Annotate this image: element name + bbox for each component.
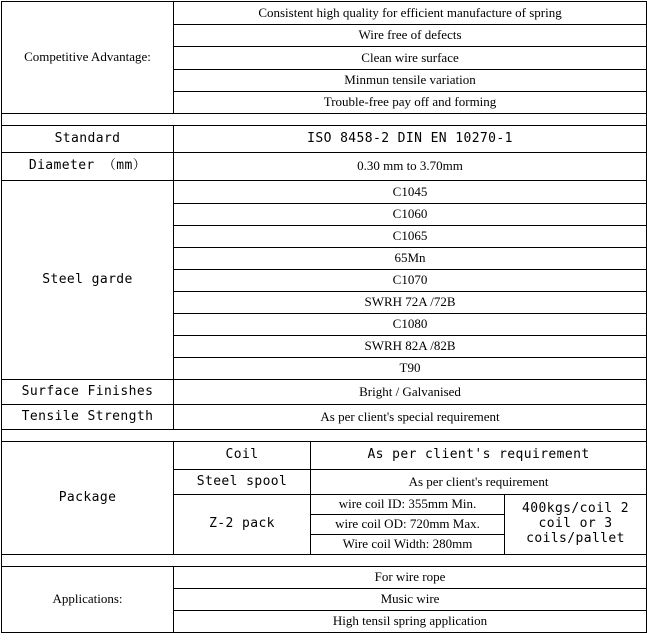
tensile-strength-value: As per client's special requirement [174, 405, 647, 430]
table-row [2, 442, 647, 470]
competitive-advantage-item: Clean wire surface [174, 47, 647, 70]
package-dimension-width: Wire coil Width: 280mm [311, 535, 505, 555]
tensile-strength-label: Tensile Strength [2, 405, 174, 430]
steel-grade-label: Steel garde [2, 181, 174, 380]
competitive-advantage-item: Wire free of defects [174, 25, 647, 47]
table-row [2, 126, 647, 153]
table-row [2, 181, 647, 204]
competitive-advantage-item: Consistent high quality for efficient manufacture of spring [174, 2, 647, 25]
spec-sheet-page [0, 1, 647, 640]
table-row [2, 153, 647, 181]
package-type-steel-spool: Steel spool [174, 470, 311, 495]
spacer-cell [2, 114, 647, 126]
steel-grade-item: 65Mn [174, 248, 647, 270]
package-type-coil: Coil [174, 442, 311, 470]
section-spacer [2, 430, 647, 442]
table-row [2, 2, 647, 25]
package-weight-note: 400kgs/coil 2 coil or 3 coils/pallet [505, 495, 647, 555]
steel-grade-item: C1060 [174, 204, 647, 226]
standard-label: Standard [2, 126, 174, 153]
surface-finishes-label: Surface Finishes [2, 380, 174, 405]
applications-item: Music wire [174, 589, 647, 611]
spacer-cell [2, 555, 647, 567]
surface-finishes-value: Bright / Galvanised [174, 380, 647, 405]
section-spacer [2, 555, 647, 567]
steel-grade-item: T90 [174, 358, 647, 380]
package-dimension-id: wire coil ID: 355mm Min. [311, 495, 505, 515]
competitive-advantage-label: Competitive Advantage: [2, 2, 174, 114]
package-value-steel-spool: As per client's requirement [311, 470, 647, 495]
steel-grade-item: C1045 [174, 181, 647, 204]
package-value-coil: As per client's requirement [311, 442, 647, 470]
steel-grade-item: C1070 [174, 270, 647, 292]
steel-grade-item: SWRH 82A /82B [174, 336, 647, 358]
specification-table [1, 1, 647, 633]
diameter-value: 0.30 mm to 3.70mm [174, 153, 647, 181]
standard-value: ISO 8458-2 DIN EN 10270-1 [174, 126, 647, 153]
competitive-advantage-item: Trouble-free pay off and forming [174, 92, 647, 114]
steel-grade-item: SWRH 72A /72B [174, 292, 647, 314]
applications-label: Applications: [2, 567, 174, 633]
applications-item: High tensil spring application [174, 611, 647, 633]
package-label: Package [2, 442, 174, 555]
spacer-cell [2, 430, 647, 442]
table-row [2, 405, 647, 430]
steel-grade-item: C1080 [174, 314, 647, 336]
steel-grade-item: C1065 [174, 226, 647, 248]
package-type-z2-pack: Z-2 pack [174, 495, 311, 555]
table-row [2, 567, 647, 589]
table-row [2, 380, 647, 405]
diameter-label: Diameter （mm） [2, 153, 174, 181]
competitive-advantage-item: Minmun tensile variation [174, 70, 647, 92]
package-dimension-od: wire coil OD: 720mm Max. [311, 515, 505, 535]
applications-item: For wire rope [174, 567, 647, 589]
section-spacer [2, 114, 647, 126]
